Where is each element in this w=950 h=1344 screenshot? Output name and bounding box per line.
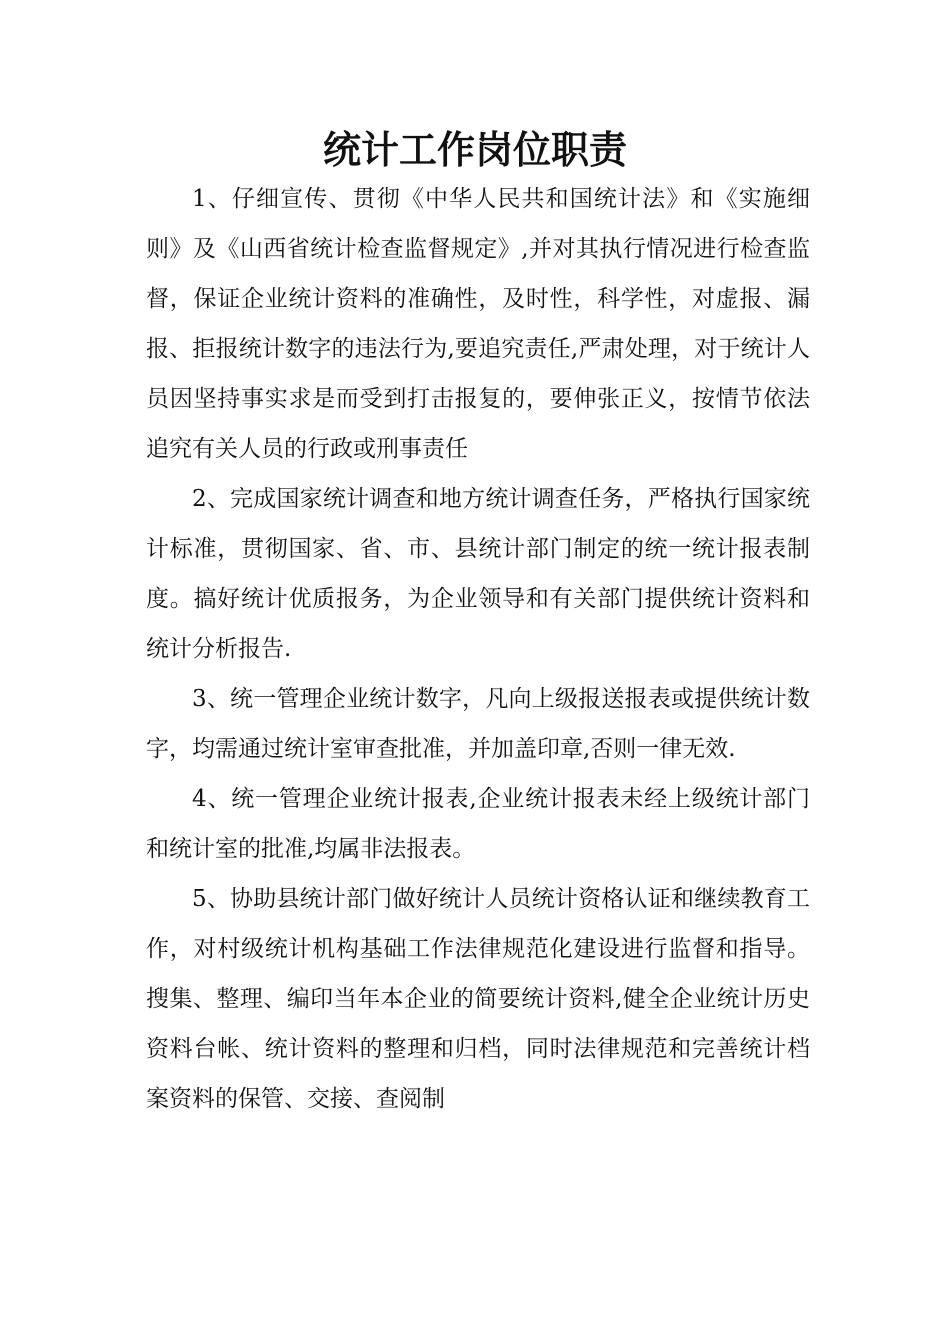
paragraph-4: 4、统一管理企业统计报表,企业统计报表未经上级统计部门和统计室的批准,均属非法报表。 [146,786,810,862]
paragraph-5: 5、协助县统计部门做好统计人员统计资格认证和继续教育工作，对村级统计机构基础工作法律规范化建设进行监督和指导。搜集、整理、编印当年本企业的简要统计资料,健全企业统计历史资料台帐、统计资料的整理和归档，同时法律规范和完善统计档案资料的保管、交接、查阅制 [146,886,810,1112]
document-body [146,174,810,1124]
paragraph-3: 3、统一管理企业统计数字，凡向上级报送报表或提供统计数字，均需通过统计室审查批准，并加盖印章,否则一律无效. [146,686,810,762]
paragraph-2: 2、完成国家统计调查和地方统计调查任务，严格执行国家统计标准，贯彻国家、省、市、县统计部门制定的统一统计报表制度。搞好统计优质报务，为企业领导和有关部门提供统计资料和统计分析报告. [146,486,810,662]
document-title: 统计工作岗位职责 [322,127,627,172]
paragraph-1: 1、仔细宣传、贯彻《中华人民共和国统计法》和《实施细则》及《山西省统计检查监督规定》,并对其执行情况进行检查监督，保证企业统计资料的准确性，及时性，科学性，对虚报、漏报、拒报统计数字的违法行为,要追究责任,严肃处理，对于统计人员因坚持事实求是而受到打击报复的，要伸张正义，按情节依法追究有关人员的行政或刑事责任 [146,186,810,462]
